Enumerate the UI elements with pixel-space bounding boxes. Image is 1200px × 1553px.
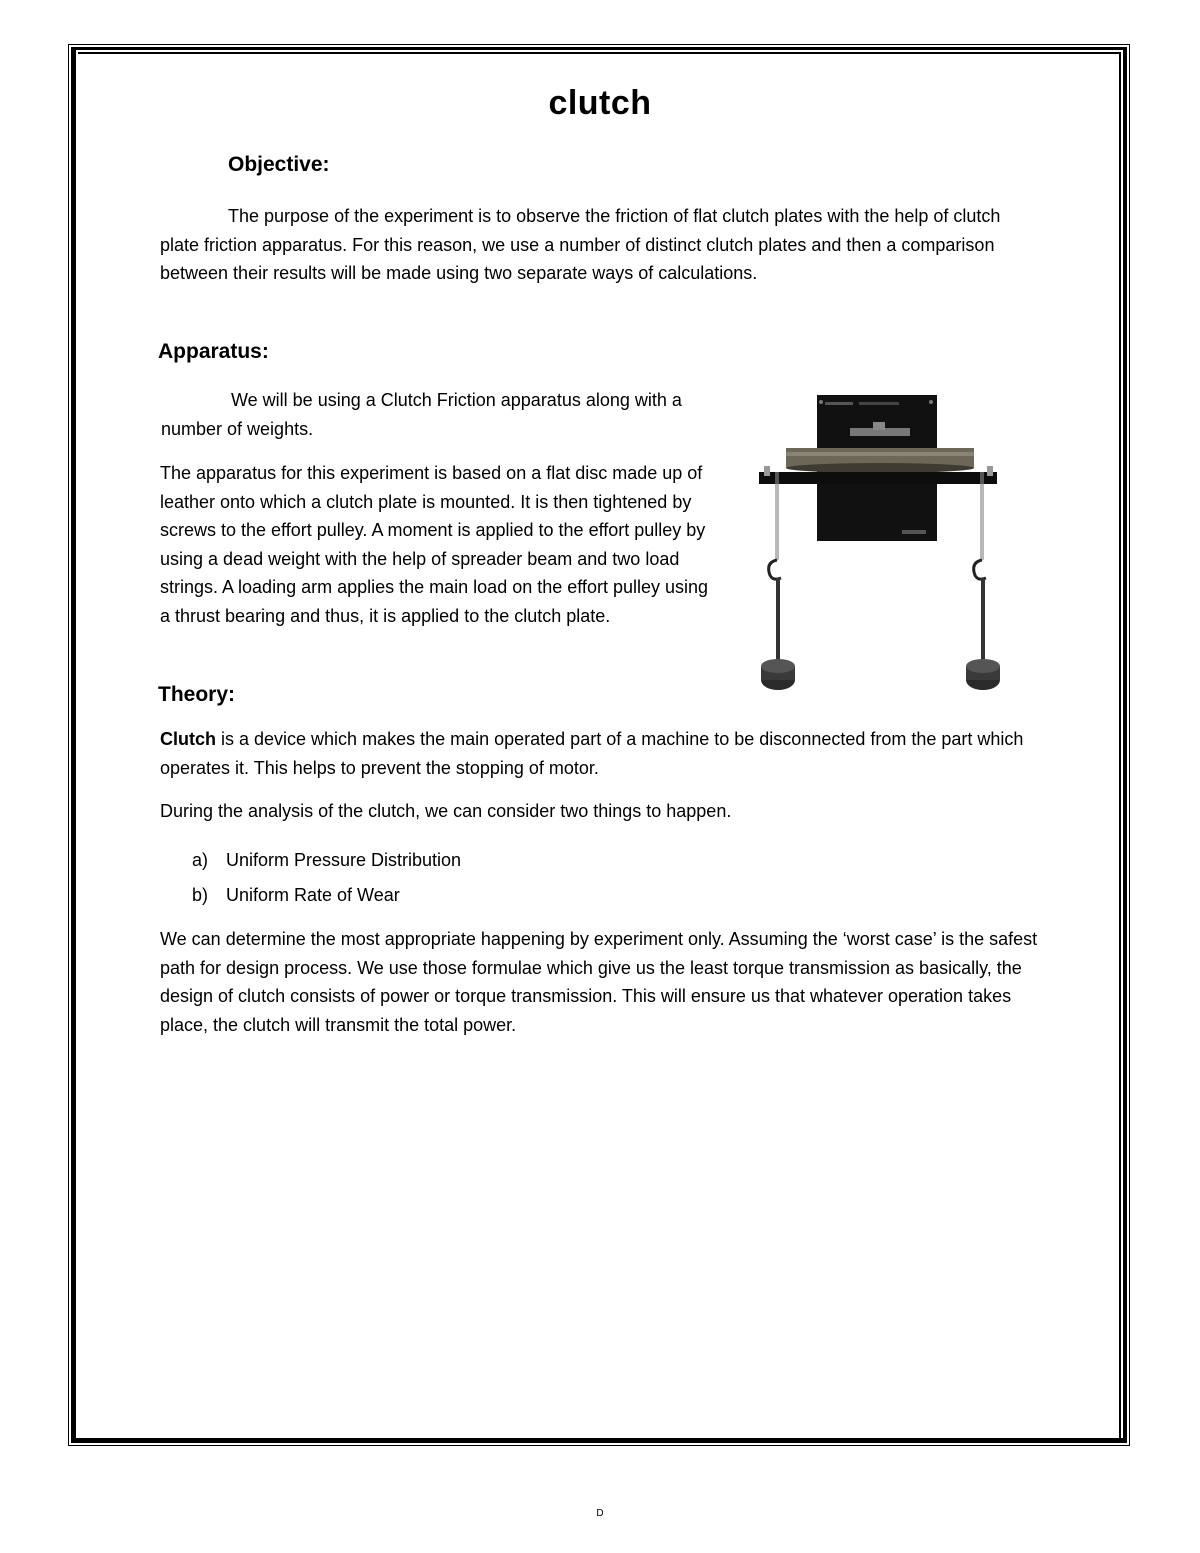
list-item-label: Uniform Pressure Distribution [226,850,462,870]
clutch-term: Clutch [160,729,216,749]
objective-heading: Objective: [228,153,330,176]
page-number: D [596,1508,604,1519]
theory-conclusion: We can determine the most appropriate happening by experiment only. Assuming the ‘worst case’ is the safest path for design process. We use those formulae which give us the least torque transmission as basically, the design of clutch consists of power or torque transmission. This will ensure us that whatever operation takes place, the clutch will transmit the total power. [160,929,1038,1035]
list-item-label: Uniform Rate of Wear [226,885,400,905]
apparatus-heading: Apparatus: [158,340,269,363]
objective-text: The purpose of the experiment is to observe the friction of flat clutch plates with the help of clutch plate friction apparatus. For this reason, we use a number of distinct clutch plates and then a comparison between their results will be made using two separate ways of calculations. [160,206,1001,284]
list-marker: b) [192,885,209,905]
weight-hanger-left [776,578,780,662]
clutch-definition-text: is a device which makes the main operated part of a machine to be disconnected from the part which operates it. This helps to prevent the stopping of motor. [160,729,1024,778]
apparatus-intro: We will be using a Clutch Friction apparatus along with a number of weights. [161,390,682,439]
spreader-beam [759,472,997,484]
apparatus-description: The apparatus for this experiment is based on a flat disc made up of leather onto which a clutch plate is mounted. It is then tightened by screws to the effort pulley. A moment is applied to the effort pulley by using a dead weight with the help of spreader beam and two load strings. A loading arm applies the main load on the effort pulley using a thrust bearing and thus, it is applied to the clutch plate. [160,463,709,626]
theory-heading: Theory: [158,683,236,706]
list-marker: a) [192,850,209,870]
clutch-definition [160,725,1040,782]
analysis-intro: During the analysis of the clutch, we can consider two things to happen. [160,801,732,821]
clutch-friction-apparatus-image [755,390,1005,700]
list-item [192,848,461,872]
weight-hanger-right [981,578,985,662]
document-title: clutch [548,84,652,122]
list-item [192,883,400,907]
